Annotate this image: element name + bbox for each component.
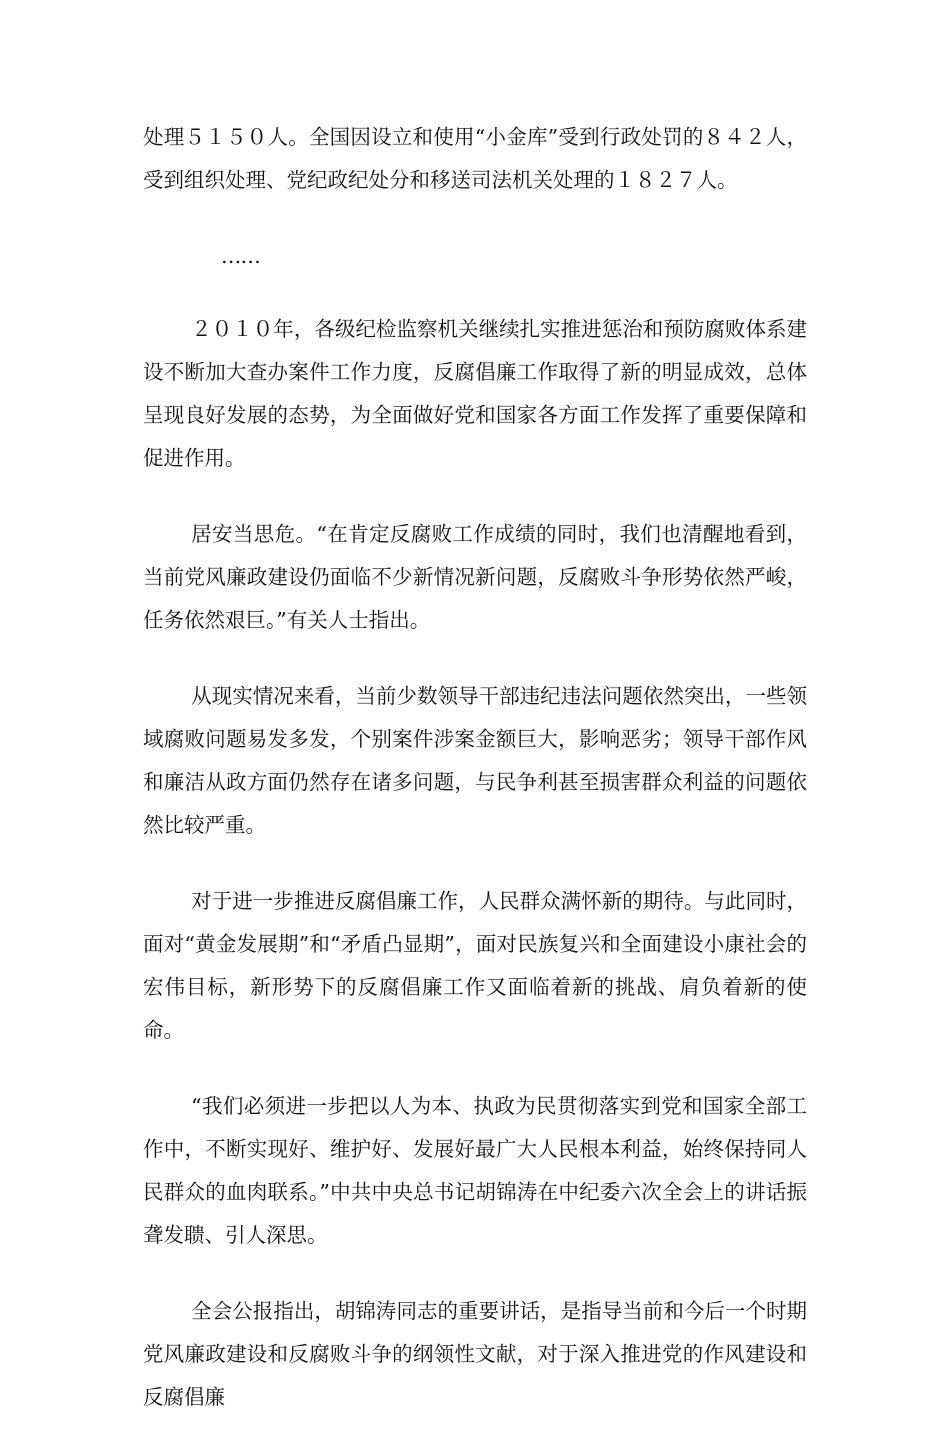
paragraph-2010-achievements: ２０１０年，各级纪检监察机关继续扎实推进惩治和预防腐败体系建设不断加大查办案件工作力度，反腐倡廉工作取得了新的明显成效，总体呈现良好发展的态势，为全面做好党和国家各方面工作发挥了重要保障和促进作用。 xyxy=(143,317,807,470)
paragraph-hu-jintao-quote: “我们必须进一步把以人为本、执政为民贯彻落实到党和国家全部工作中，不断实现好、维护好、发展好最广大人民根本利益，始终保持同人民群众的血肉联系。”中共中央总书记胡锦涛在中纪委六次全会上的讲话振聋发聩、引人深思。 xyxy=(143,1094,807,1247)
paragraph-public-expectations: 对于进一步推进反腐倡廉工作，人民群众满怀新的期待。与此同时，面对“黄金发展期”和“矛盾凸显期”，面对民族复兴和全面建设小康社会的宏伟目标，新形势下的反腐倡廉工作又面临着新的挑战、肩负着新的使命。 xyxy=(143,889,807,1042)
paragraph-statistics: 处理５１５０人。全国因设立和使用“小金库”受到行政处罚的８４２人，受到组织处理、党纪政纪处分和移送司法机关处理的１８２７人。 xyxy=(143,125,807,192)
paragraph-plenary-communique: 全会公报指出，胡锦涛同志的重要讲话，是指导当前和今后一个时期党风廉政建设和反腐败斗争的纲领性文献，对于深入推进党的作风建设和反腐倡廉 xyxy=(143,1299,807,1409)
paragraph-ellipsis: …… xyxy=(220,244,260,268)
paragraph-current-situation: 从现实情况来看，当前少数领导干部违纪违法问题依然突出，一些领域腐败问题易发多发，个别案件涉案金额巨大，影响恶劣；领导干部作风和廉洁从政方面仍然存在诸多问题，与民争利甚至损害群众利益的问题依然比较严重。 xyxy=(143,684,807,837)
document-body xyxy=(143,116,807,1452)
paragraph-vigilance-quote: 居安当思危。“在肯定反腐败工作成绩的同时，我们也清醒地看到，当前党风廉政建设仍面临不少新情况新问题，反腐败斗争形势依然严峻，任务依然艰巨。”有关人士指出。 xyxy=(143,522,807,632)
